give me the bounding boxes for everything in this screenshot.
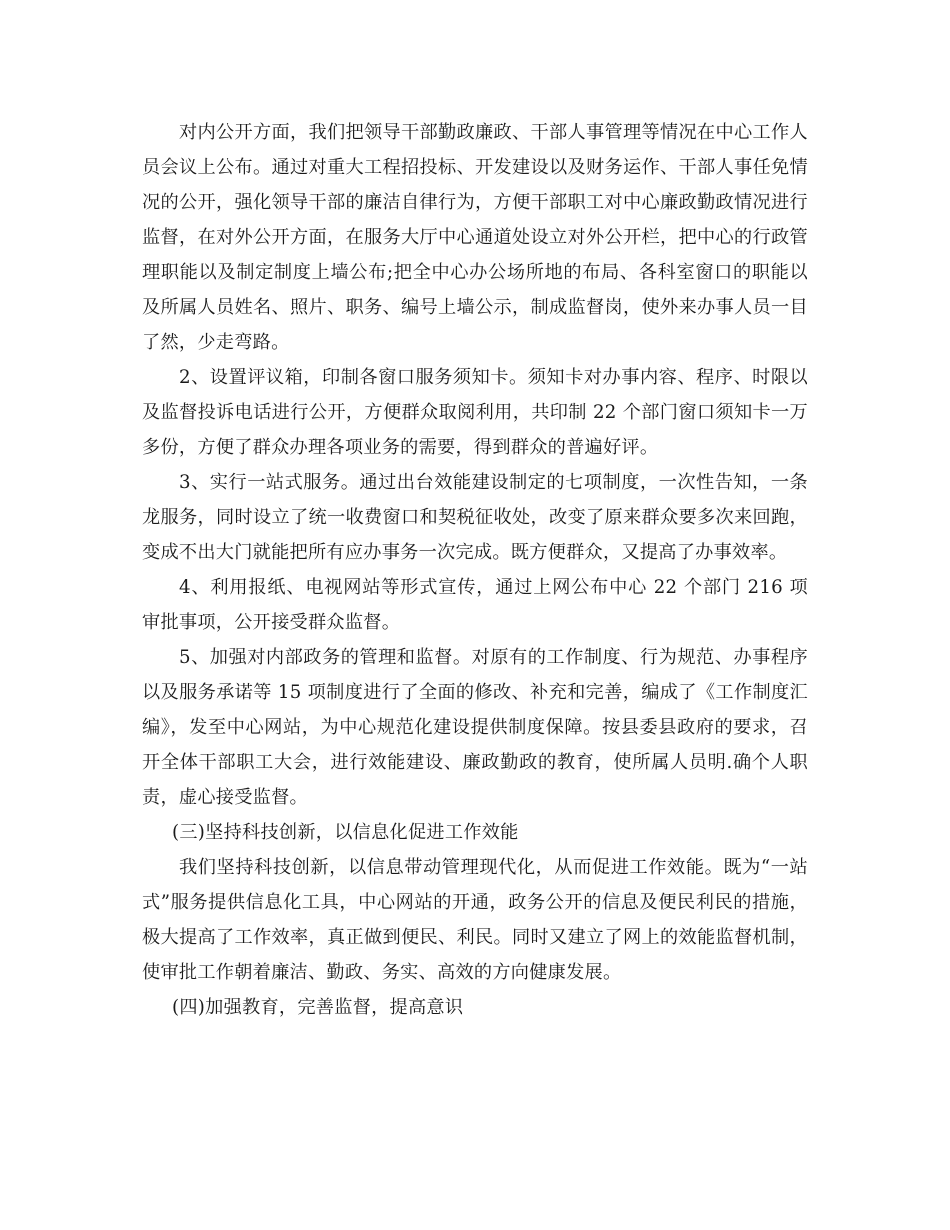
paragraph-internal-disclosure: 对内公开方面，我们把领导干部勤政廉政、干部人事管理等情况在中心工作人员会议上公布。通过对重大工程招投标、开发建设以及财务运作、干部人事任免情况的公开，强化领导干部的廉洁自律行为，方便干部职工对中心廉政勤政情况进行监督，在对外公开方面，在服务大厅中心通道处设立对外公开栏，把中心的行政管理职能以及制定制度上墙公布;把全中心办公场所地的布局、各科室窗口的职能以及所属人员姓名、照片、职务、编号上墙公示，制成监督岗，使外来办事人员一目了然，少走弯路。 <box>142 122 808 353</box>
paragraph-item-2-comment-box: 2、设置评议箱，印制各窗口服务须知卡。须知卡对办事内容、程序、时限以及监督投诉电话进行公开，方便群众取阅利用，共印制 22 个部门窗口须知卡一万多份，方便了群众办理各项业务的需要，得到群众的普遍好评。 <box>142 367 808 458</box>
paragraph-tech-innovation: 我们坚持科技创新，以信息带动管理现代化，从而促进工作效能。既为“一站式”服务提供信息化工具，中心网站的开通，政务公开的信息及便民利民的措施，极大提高了工作效率，真正做到便民、利民。同时又建立了网上的效能监督机制，使审批工作朝着廉洁、勤政、务实、高效的方向健康发展。 <box>142 857 808 983</box>
document-body <box>142 115 808 1025</box>
paragraph-item-4-publicity: 4、利用报纸、电视网站等形式宣传，通过上网公布中心 22 个部门 216 项审批事项，公开接受群众监督。 <box>142 577 808 633</box>
paragraph-item-5-internal-management: 5、加强对内部政务的管理和监督。对原有的工作制度、行为规范、办事程序以及服务承诺等 15 项制度进行了全面的修改、补充和完善，编成了《工作制度汇编》，发至中心网站，为中心规范化建设提供制度保障。按县委县政府的要求，召开全体干部职工大会，进行效能建设、廉政勤政的教育，使所属人员明.确个人职责，虚心接受监督。 <box>142 647 808 808</box>
section-heading-4: (四)加强教育，完善监督，提高意识 <box>172 997 464 1018</box>
section-heading-3: (三)坚持科技创新，以信息化促进工作效能 <box>172 822 519 843</box>
paragraph-item-3-one-stop-service: 3、实行一站式服务。通过出台效能建设制定的七项制度，一次性告知，一条龙服务，同时设立了统一收费窗口和契税征收处，改变了原来群众要多次来回跑，变成不出大门就能把所有应办事务一次完成。既方便群众，又提高了办事效率。 <box>142 472 808 563</box>
